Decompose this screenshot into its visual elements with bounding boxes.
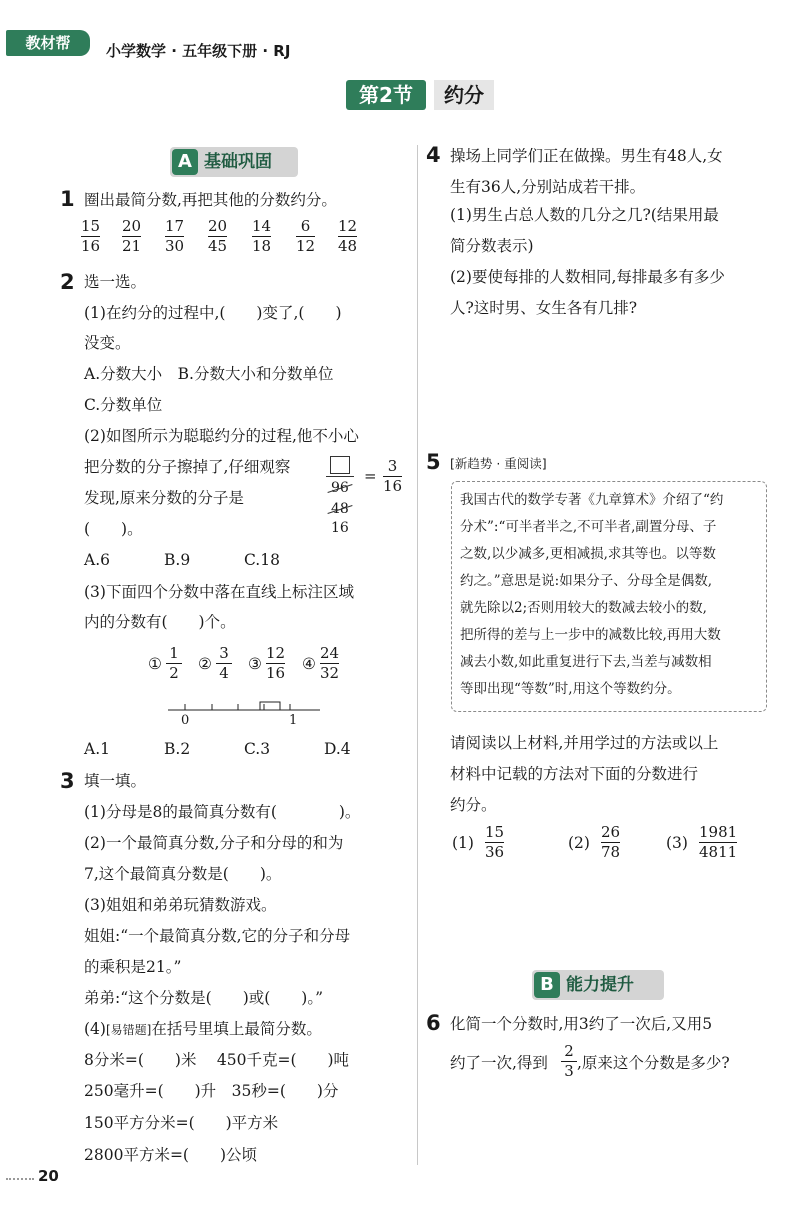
numerator: 20 <box>208 217 228 235</box>
axis-label-0: 0 <box>181 713 190 728</box>
numerator: 24 <box>320 644 340 662</box>
numerator: 14 <box>252 217 272 235</box>
question-line: (1)在约分的过程中,( )变了,( ) <box>84 304 342 322</box>
tag-error-prone: [易错题] <box>105 1023 152 1037</box>
fraction-item <box>165 218 184 255</box>
part-text: 在括号里填上最简分数。 <box>151 1020 322 1038</box>
question-text: 选一选。 <box>84 273 147 291</box>
choice-fraction <box>320 645 339 682</box>
question-line: 把分数的分子擦掉了,仔细观察 <box>84 458 291 476</box>
question-line: 姐姐:“一个最简真分数,它的分子和分母 <box>84 927 351 945</box>
question-number: 2 <box>60 270 75 294</box>
denominator: 32 <box>320 664 340 682</box>
numerator: 20 <box>122 217 142 235</box>
reduce-fraction <box>699 824 737 861</box>
question-line-end: ,原来这个分数是多少? <box>577 1054 730 1072</box>
denominator: 48 <box>338 237 358 255</box>
choice-marker: ② <box>198 655 212 673</box>
unit-conversion: 250毫升=( )升 35秒=( )分 <box>84 1082 339 1100</box>
option-c: C.3 <box>244 740 271 758</box>
quote-line: 减去小数,如此重复进行下去,当差与减数相 <box>460 654 712 670</box>
choice-marker: ① <box>148 655 162 673</box>
unit-conversion: 2800平方米=( )公顷 <box>84 1146 258 1164</box>
question-number: 5 <box>426 450 441 474</box>
question-line: 弟弟:“这个分数是( )或( )。” <box>84 989 324 1007</box>
option-line: C.分数单位 <box>84 396 163 414</box>
denominator: 21 <box>122 237 142 255</box>
question-line: 人?这时男、女生各有几排? <box>450 299 638 317</box>
numerator: 1981 <box>699 823 738 841</box>
number: 16 <box>331 520 349 536</box>
numerator: 26 <box>601 823 621 841</box>
tag-new-trend: [新趋势 · 重阅读] <box>450 456 547 471</box>
question-number: 6 <box>426 1011 441 1035</box>
question-text: 圈出最简分数,再把其他的分数约分。 <box>84 191 337 209</box>
question-line: (1)分母是8的最简真分数有( )。 <box>84 803 361 821</box>
heading-letter: B <box>534 972 560 998</box>
question-line: (2)一个最简真分数,分子和分母的和为 <box>84 834 344 852</box>
choice-fraction <box>166 645 182 682</box>
option-d: D.4 <box>324 740 351 758</box>
option-b: B.9 <box>164 551 191 569</box>
choice-fraction <box>266 645 285 682</box>
question-line: 生有36人,分别站成若干排。 <box>450 178 646 196</box>
question-line: 发现,原来分数的分子是 <box>84 489 244 507</box>
question-line: 内的分数有( )个。 <box>84 613 236 631</box>
question-number: 4 <box>426 143 441 167</box>
question-line: 化简一个分数时,用3约了一次后,又用5 <box>450 1015 713 1033</box>
numerator: 3 <box>219 644 229 662</box>
heading-text: 基础巩固 <box>204 152 272 172</box>
question-line: (2)如图所示为聪聪约分的过程,他不小心 <box>84 427 359 445</box>
question-line: 的乘积是21。” <box>84 958 182 976</box>
numerator: 17 <box>165 217 185 235</box>
fraction-item <box>296 218 315 255</box>
unit-conversion: 8分米=( )米 450千克=( )吨 <box>84 1051 350 1069</box>
reduce-fraction <box>485 824 504 861</box>
question-line: 材料中记载的方法对下面的分数进行 <box>450 765 699 783</box>
heading-advanced <box>532 970 664 1000</box>
fraction-item <box>81 218 100 255</box>
quote-line: 我国古代的数学专著《九章算术》介绍了“约 <box>460 492 724 508</box>
question-line: 约分。 <box>450 796 497 814</box>
heading-basic <box>170 147 298 177</box>
question-line: (3)姐姐和弟弟玩猜数游戏。 <box>84 896 277 914</box>
quote-line: 等即出现“等数”时,用这个等数约分。 <box>460 681 681 697</box>
reading-material-box <box>451 481 767 712</box>
denominator: 4 <box>219 664 229 682</box>
fraction-item <box>252 218 271 255</box>
denominator: 4811 <box>699 843 738 861</box>
question-line: 7,这个最简真分数是( )。 <box>84 865 282 883</box>
choice-marker: ④ <box>302 655 316 673</box>
part-label: (4) <box>84 1020 106 1038</box>
unit-conversion: 150平方分米=( )平方米 <box>84 1114 279 1132</box>
question-line: ( )。 <box>84 520 143 538</box>
option-a: A.1 <box>84 740 110 758</box>
brand-badge: 教材帮 <box>6 30 90 56</box>
numerator: 1 <box>169 644 179 662</box>
denominator: 16 <box>81 237 101 255</box>
quote-line: 把所得的差与上一步中的减数比较,再用大数 <box>460 627 721 643</box>
numerator: 12 <box>266 644 286 662</box>
question-line: (3)下面四个分数中落在直线上标注区域 <box>84 583 354 601</box>
struck-number: 48 <box>331 501 349 517</box>
fraction-item <box>122 218 141 255</box>
part-label: (3) <box>666 834 688 852</box>
question-line: 操场上同学们正在做操。男生有48人,女 <box>450 147 723 165</box>
quote-line: 之数,以少减多,更相减损,求其等也。以等数 <box>460 546 716 562</box>
denominator: 78 <box>601 843 621 861</box>
choice-marker: ③ <box>248 655 262 673</box>
page-number: 20 <box>38 1167 59 1185</box>
numerator: 6 <box>300 217 311 235</box>
denominator: 16 <box>266 664 286 682</box>
equals-sign: = <box>364 467 377 485</box>
option-b: B.2 <box>164 740 191 758</box>
part-label: (2) <box>568 834 590 852</box>
denominator: 30 <box>165 237 185 255</box>
struck-number: 96 <box>331 480 349 496</box>
column-divider <box>417 145 418 1165</box>
option-c: C.18 <box>244 551 280 569</box>
quote-line: 就先除以2;否则用较大的数减去较小的数, <box>460 600 707 616</box>
option-line: A.分数大小 B.分数大小和分数单位 <box>84 365 334 383</box>
choice-fraction <box>216 645 232 682</box>
denominator: 18 <box>252 237 272 255</box>
question-line: 请阅读以上材料,并用学过的方法或以上 <box>450 734 719 752</box>
quote-line: 分术”:“可半者半之,不可半者,副置分母、子 <box>460 519 717 535</box>
book-title: 小学数学 · 五年级下册 · RJ <box>106 42 291 60</box>
fraction-bar <box>326 476 354 477</box>
part-label: (1) <box>452 834 474 852</box>
erased-numerator-box <box>330 456 350 474</box>
axis-label-1: 1 <box>289 713 298 728</box>
question-text: 填一填。 <box>84 772 147 790</box>
page-dots <box>6 1178 34 1180</box>
heading-letter: A <box>172 149 198 175</box>
quote-line: 约之。”意思是说:如果分子、分母全是偶数, <box>460 573 712 589</box>
option-a: A.6 <box>84 551 110 569</box>
fraction-item <box>338 218 357 255</box>
section-title: 约分 <box>434 80 494 110</box>
denominator: 45 <box>208 237 228 255</box>
marked-region <box>260 702 280 710</box>
denominator: 36 <box>485 843 505 861</box>
question-line-start: 约了一次,得到 <box>450 1054 548 1072</box>
question-line: 简分数表示) <box>450 237 534 255</box>
section-number: 第2节 <box>346 80 426 110</box>
question-number: 3 <box>60 769 75 793</box>
fraction: 2 3 <box>561 1043 577 1080</box>
numerator: 15 <box>81 217 101 235</box>
heading-text: 能力提升 <box>566 975 634 995</box>
question-line: (1)男生占总人数的几分之几?(结果用最 <box>450 206 719 224</box>
question-number: 1 <box>60 187 75 211</box>
result-fraction: 3 16 <box>383 457 403 495</box>
reduce-fraction <box>601 824 620 861</box>
fraction-item <box>208 218 227 255</box>
denominator: 12 <box>296 237 316 255</box>
question-line: (2)要使每排的人数相同,每排最多有多少 <box>450 268 725 286</box>
numerator: 15 <box>485 823 505 841</box>
numerator: 12 <box>338 217 358 235</box>
question-line <box>84 1019 322 1040</box>
denominator: 2 <box>169 664 179 682</box>
question-line: 没变。 <box>84 334 131 352</box>
